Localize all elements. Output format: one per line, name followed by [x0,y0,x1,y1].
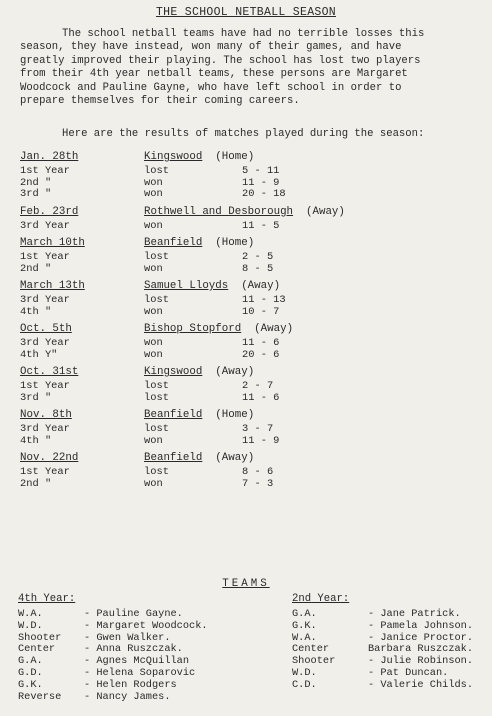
intro-line: from their 4th year netball teams, these persons are Margaret [20,68,408,81]
player-name: - Julie Robinson. [368,655,474,668]
result: lost [144,466,169,478]
match-date: Oct. 31st [20,366,79,378]
result: won [144,176,163,189]
match-opponent [144,409,254,421]
second-year-team [292,593,474,691]
player-name: - Helena Soparovic [84,666,196,679]
result-row [20,466,480,478]
player-row [18,690,171,703]
second-year-heading: 2nd Year: [292,593,350,605]
score: 8 - 5 [242,262,274,275]
result: won [144,305,163,318]
player-row [292,666,449,679]
player-position: W.A. [18,608,43,620]
player-position: Reverse [18,690,62,703]
match-opponent [144,366,254,378]
score: 2 - 7 [242,380,274,392]
match-venue: (Away) [215,452,255,464]
match-header [20,409,480,423]
result-row [20,294,480,306]
match-block [20,280,480,317]
player-row [292,631,474,644]
opponent-name: Kingswood [144,366,203,378]
score: 11 - 9 [242,434,280,447]
result: lost [144,391,169,404]
score: 11 - 13 [242,294,286,306]
team-year: 2nd " [20,262,52,275]
player-name: - Janice Proctor. [368,631,474,644]
player-position: C.D. [292,678,317,691]
team-year: 4th " [20,305,52,318]
team-year: 1st Year [20,251,70,263]
match-block [20,237,480,274]
result: lost [144,423,169,435]
player-name: - Pauline Gayne. [84,608,183,620]
player-row [292,619,474,632]
player-row [18,655,190,668]
match-header [20,237,480,251]
score: 8 - 6 [242,466,274,478]
score: 11 - 6 [242,337,280,349]
match-block [20,323,480,360]
match-block [20,452,480,489]
result: won [144,477,163,490]
intro-line: greatly improved their playing. The school has lost two players [20,54,421,67]
player-name: - Agnes McQuillan [84,655,190,668]
player-row [292,608,461,620]
match-venue: (Home) [215,151,255,163]
opponent-name: Bishop Stopford [144,323,242,335]
match-block [20,409,480,446]
match-venue: (Away) [215,366,255,378]
match-venue: (Away) [306,205,345,218]
result: won [144,434,163,447]
player-row [18,631,171,644]
team-year: 1st Year [20,466,70,478]
player-name: - Nancy James. [84,690,171,703]
match-date: Nov. 8th [20,409,72,421]
team-year: 3rd Year [20,423,70,435]
match-date: March 10th [20,237,85,249]
opponent-name: Beanfield [144,237,203,249]
team-year: 3rd " [20,391,52,404]
player-position: G.D. [18,666,43,679]
score: 5 - 11 [242,165,280,177]
match-header [20,151,480,165]
match-header [20,366,480,380]
result-row [20,478,480,490]
opponent-name: Samuel Lloyds [144,280,229,292]
player-position: Center [292,643,330,656]
result: lost [144,251,169,263]
match-date: March 13th [20,280,85,292]
player-row [18,666,196,679]
result: won [144,337,163,349]
match-header [20,323,480,337]
match-date: Jan. 28th [20,151,79,163]
match-date: Feb. 23rd [20,205,79,218]
player-name: Barbara Ruszczak. [368,643,474,656]
match-opponent [144,452,254,464]
opponent-name: Rothwell and Desborough [144,205,294,218]
player-position: W.A. [292,631,317,644]
match-venue: (Away) [254,323,294,335]
player-row [292,655,474,668]
player-row [292,678,474,691]
score: 11 - 9 [242,176,280,189]
player-name: - Anna Ruszczak. [84,643,183,656]
team-year: 3rd Year [20,219,70,232]
player-position: Shooter [292,655,336,668]
team-year: 4th Y" [20,348,58,361]
result-row [20,337,480,349]
player-position: G.K. [18,678,43,691]
result: lost [144,294,169,306]
score: 7 - 3 [242,477,274,490]
player-row [18,678,177,691]
player-name: - Valerie Childs. [368,678,474,691]
team-year: 3rd Year [20,337,70,349]
player-name: - Gwen Walker. [84,631,171,644]
score: 11 - 6 [242,391,280,404]
result: won [144,262,163,275]
fourth-year-heading: 4th Year: [18,593,76,605]
match-venue: (Home) [215,237,255,249]
result: lost [144,165,169,177]
score: 2 - 5 [242,251,274,263]
result-row [20,188,480,200]
player-position: W.D. [292,666,317,679]
results-intro: Here are the results of matches played during the season: [62,128,425,140]
result: won [144,188,163,200]
page-title: THE SCHOOL NETBALL SEASON [155,6,337,19]
result: won [144,219,163,232]
match-opponent [144,323,293,335]
player-position: G.A. [292,608,317,620]
match-opponent [144,280,280,292]
match-header [20,452,480,466]
match-block [20,151,480,200]
match-venue: (Home) [215,409,255,421]
player-position: Center [18,643,56,656]
match-date: Oct. 5th [20,323,72,335]
match-header [20,280,480,294]
player-row [18,608,183,620]
match-opponent [144,237,254,249]
intro-line: The school netball teams have had no terrible losses this [62,28,425,40]
player-row [18,619,208,632]
player-name: - Pat Duncan. [368,666,449,679]
player-name: - Helen Rodgers [84,678,177,691]
result-row [20,220,480,232]
result-row [20,263,480,275]
result: lost [144,380,169,392]
result-row [20,165,480,177]
score: 11 - 5 [242,219,280,232]
result-row [20,349,480,361]
result-row [20,306,480,318]
team-year: 2nd " [20,477,52,490]
player-row [18,643,183,656]
result-row [20,177,480,189]
player-position: G.A. [18,655,43,668]
opponent-name: Beanfield [144,452,203,464]
player-name: - Pamela Johnson. [368,619,474,632]
match-block [20,366,480,403]
match-opponent [144,206,345,218]
score: 20 - 6 [242,348,280,361]
team-year: 1st Year [20,380,70,392]
result-row [20,423,480,435]
match-results [20,151,480,495]
result-row [20,392,480,404]
opponent-name: Kingswood [144,151,203,163]
player-name: - Jane Patrick. [368,608,461,620]
match-venue: (Away) [241,280,281,292]
team-year: 1st Year [20,165,70,177]
match-date: Nov. 22nd [20,452,79,464]
match-block [20,206,480,232]
teams-heading: TEAMS [222,578,270,590]
team-year: 3rd " [20,188,52,200]
fourth-year-team [18,593,208,703]
player-name: - Margaret Woodcock. [84,619,208,632]
player-position: Shooter [18,631,62,644]
score: 20 - 18 [242,188,286,200]
intro-line: Woodcock and Pauline Gayne, who have left school in order to [20,81,402,94]
intro-paragraph [20,28,482,108]
score: 10 - 7 [242,305,280,318]
score: 3 - 7 [242,423,274,435]
player-position: W.D. [18,619,43,632]
match-opponent [144,151,254,163]
intro-line: season, they have instead, won many of their games, and have [20,41,402,54]
team-year: 3rd Year [20,294,70,306]
intro-line: prepare themselves for their coming careers. [20,95,300,108]
team-year: 4th " [20,434,52,447]
result-row [20,251,480,263]
team-year: 2nd " [20,176,52,189]
match-header [20,206,480,220]
player-position: G.K. [292,619,317,632]
player-row [292,643,474,656]
result: won [144,348,163,361]
result-row [20,435,480,447]
opponent-name: Beanfield [144,409,203,421]
result-row [20,380,480,392]
